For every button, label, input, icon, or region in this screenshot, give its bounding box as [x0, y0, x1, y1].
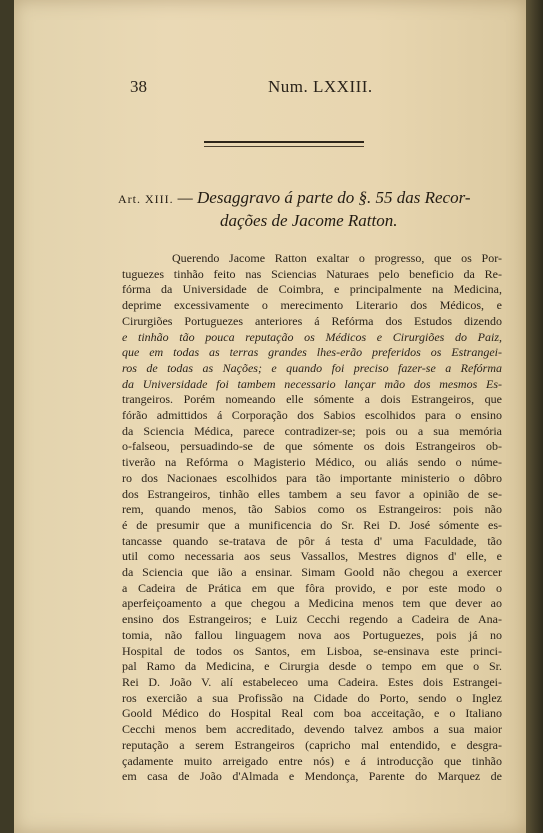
body-line: deprime excessivamente o merecimento Literario dos Médicos, e: [122, 298, 502, 313]
body-line: rem, quando menos, tão Sabios como os Estrangeiros: pois não: [122, 502, 502, 517]
body-line: ros exercião a sua Profissão na Cidade do Porto, sendo o Inglez: [122, 690, 502, 705]
body-line: Goold Médico do Hospital Real com boa acceitação, e o Italiano: [122, 706, 502, 721]
body-line: Hospital de todos os Santos, em Lisboa, se-ensinava este princi-: [122, 643, 502, 658]
body-line: ensino dos Estrangeiros; e Luiz Cecchi regendo a Cadeira de Ana-: [122, 612, 502, 627]
body-line: que em todas as terras grandes lhes-erão preferidos os Estrangei-: [122, 345, 502, 360]
body-line: é de presumir que a munificencia do Sr. Rei D. José sómente es-: [122, 517, 502, 532]
body-line: reputação a serem Estrangeiros (capricho mal entendido, e desgra-: [122, 737, 502, 752]
divider-rule: [204, 141, 364, 143]
article-title-line1: — Desaggravo á parte do §. 55 das Recor-: [177, 188, 471, 207]
body-line: tomia, não fallou linguagem nova aos Portuguezes, pois já no: [122, 627, 502, 642]
issue-number: Num. LXXIII.: [268, 77, 373, 96]
body-line: ro dos Nacionaes escolhidos para tão importante ministerio o dôbro: [122, 470, 502, 485]
body-line: tiverão na Refórma o Magisterio Médico, ou aliás sendo o núme-: [122, 455, 502, 470]
body-line: Rei D. João V. alí estabeleceo uma Cadeira. Estes dois Estrangei-: [122, 674, 502, 689]
body-line: ros de todas as Nações; e quando foi preciso fazer-se a Refórma: [122, 360, 502, 375]
body-line: da Sciencia que ião a ensinar. Simam Goold não chegou a exercer: [122, 565, 502, 580]
body-line: tuguezes tinhão feito nas Sciencias Naturaes pelo beneficio da Re-: [122, 266, 502, 281]
body-line: Cecchi menos bem accreditado, devendo talvez ambos a sua maior: [122, 722, 502, 737]
body-line: Cirurgiões Portuguezes anteriores á Refórma dos Estudos dizendo: [122, 313, 502, 328]
body-line: dos Estrangeiros, tinhão elles tambem a seu favor a opinião de se-: [122, 486, 502, 501]
divider-rule-thin: [204, 146, 364, 147]
article-title-line2: dações de Jacome Ratton.: [220, 211, 398, 230]
body-line: trangeiros. Porém nomeando elle sómente a dois Estrangeiros, que: [122, 392, 502, 407]
body-line: fórma da Universidade de Coimbra, e principalmente na Medicina,: [122, 282, 502, 297]
article-body: [122, 251, 502, 785]
body-line: fórão admittidos á Corporação dos Sabios escolhidos para o ensino: [122, 408, 502, 423]
body-line: o-falseou, persuadindo-se de que sómente os dois Estrangeiros ob-: [122, 439, 502, 454]
body-line: util como necessaria aos seus Vassallos, Mestres dignos d' elle, e: [122, 549, 502, 564]
page-header: [130, 77, 460, 99]
body-line: da Sciencia Médica, parece contradizer-se; pois ou a sua memória: [122, 423, 502, 438]
body-line: a Cadeira de Prática em que fôra provido, e por este modo o: [122, 580, 502, 595]
body-line: aperfeiçoamento a que chegou a Medicina menos tem que dever ao: [122, 596, 502, 611]
page-edge: [526, 0, 543, 833]
body-line: tancasse quando se-tratava de pôr á testa d' uma Faculdade, tão: [122, 533, 502, 548]
body-line: e tinhão tão pouca reputação os Médicos e Cirurgiões do Paiz,: [122, 329, 502, 344]
article-number: Art. XIII.: [118, 192, 174, 206]
article-heading: [118, 187, 518, 232]
page-number: 38: [130, 77, 147, 96]
body-line: çadamente muito arreigado entre nós) e á introducção que tinhão: [122, 753, 502, 768]
body-line: pal Ramo da Medicina, e Cirurgia desde o tempo em que o Sr.: [122, 659, 502, 674]
body-line: em casa de João d'Almada e Mendonça, Parente do Marquez de: [122, 769, 502, 784]
body-line: Querendo Jacome Ratton exaltar o progresso, que os Por-: [172, 251, 502, 265]
body-line: da Universidade foi tambem necessario lançar mão dos mesmos Es-: [122, 376, 502, 391]
